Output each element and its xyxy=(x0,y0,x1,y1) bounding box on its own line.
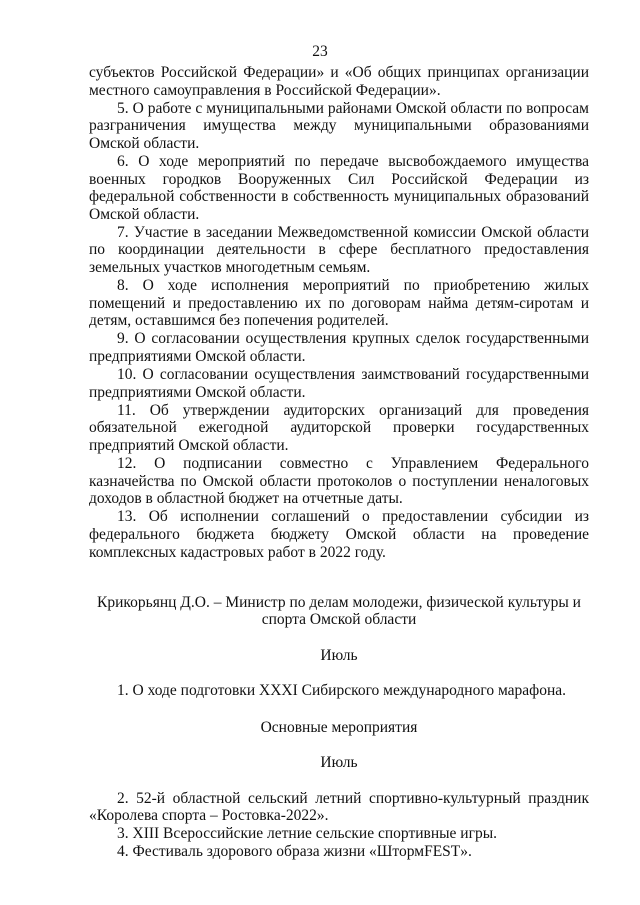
list-item: 1. О ходе подготовки XXXI Сибирского международного марафона. xyxy=(117,682,567,700)
list-item: 4. Фестиваль здорового образа жизни «ШтормFEST». xyxy=(117,843,472,861)
month-heading-july-events: Июль xyxy=(320,754,358,772)
list-item: 8. О ходе исполнения мероприятий по приобретению жилых помещений и предоставлению их по договорам найма детям-сиротам и детям, оставшимся без попечения родителей. xyxy=(89,277,589,330)
page-number: 23 xyxy=(312,43,328,60)
minister-heading: Крикорьянц Д.О. – Министр по делам молодежи, физической культуры и спорта Омской области xyxy=(97,593,581,629)
list-item: 9. О согласовании осуществления крупных сделок государственными предприятиями Омской области. xyxy=(89,330,589,365)
list-item: 6. О ходе мероприятий по передаче высвобождаемого имущества военных городков Вооруженных Сил Российской Федерации из федеральной собственности в собственность муниципальных образований Омской области. xyxy=(89,152,589,223)
list-item: 13. Об исполнении соглашений о предоставлении субсидии из федерального бюджета бюджету Омской области на проведение комплексных кадастровых работ в 2022 году. xyxy=(89,508,589,561)
list-item: 10. О согласовании осуществления заимствований государственными предприятиями Омской области. xyxy=(89,366,589,401)
list-item: 3. XIII Всероссийские летние сельские спортивные игры. xyxy=(117,825,497,843)
main-events-heading: Основные мероприятия xyxy=(260,718,418,736)
list-item: 11. Об утверждении аудиторских организаций для проведения обязательной ежегодной аудиторской проверки государственных предприятий Омской области. xyxy=(89,401,589,454)
list-item: 5. О работе с муниципальными районами Омской области по вопросам разграничения имущества между муниципальными образованиями Омской области. xyxy=(89,99,589,152)
month-heading-july: Июль xyxy=(320,646,358,664)
continued-paragraph: субъектов Российской Федерации» и «Об общих принципах организации местного самоуправления в Российской Федерации». xyxy=(89,64,589,99)
list-item: 2. 52-й областной сельский летний спортивно-культурный праздник «Королева спорта – Ростовка-2022». xyxy=(89,789,589,825)
document-body xyxy=(89,64,589,862)
list-item: 12. О подписании совместно с Управлением Федерального казначейства по Омской области протоколов о поступлении неналоговых доходов в областной бюджет на отчетные даты. xyxy=(89,455,589,508)
list-item: 7. Участие в заседании Межведомственной комиссии Омской области по координации деятельности в сфере бесплатного предоставления земельных участков многодетным семьям. xyxy=(89,223,589,277)
